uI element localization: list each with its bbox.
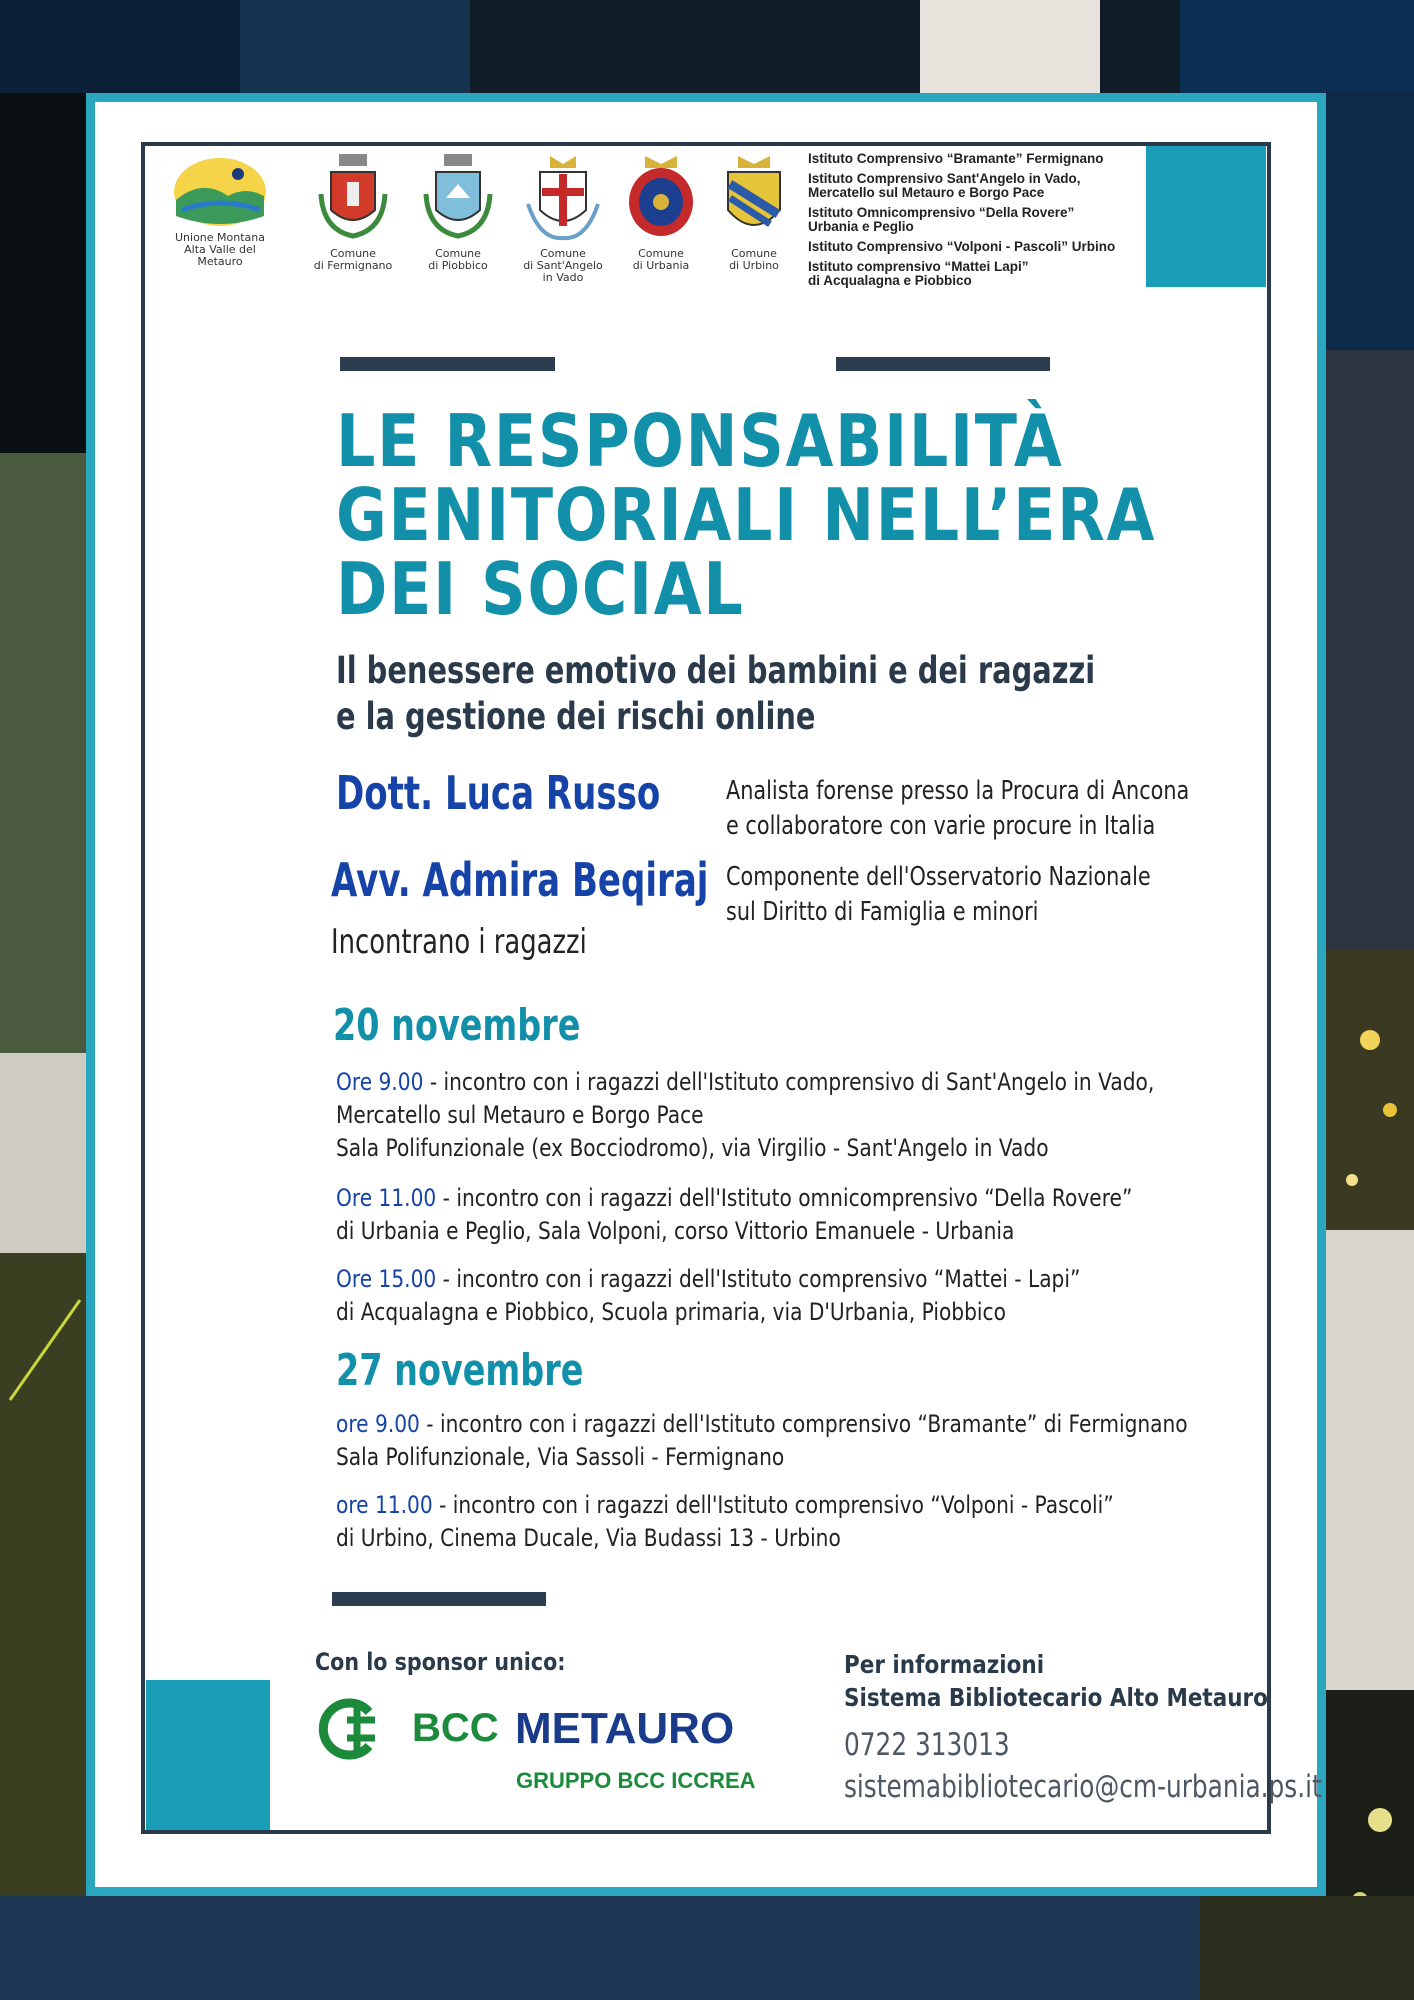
event-date: 27 novembre xyxy=(336,1345,584,1396)
info-phone: 0722 313013 xyxy=(844,1727,1010,1763)
logo-unione-montana xyxy=(165,156,275,268)
santangelo-crest-icon xyxy=(520,154,606,244)
logo-piobbico xyxy=(403,154,513,272)
inner-border xyxy=(141,142,1271,1834)
info-email: sistemabibliotecario@cm-urbania.ps.it xyxy=(844,1769,1322,1805)
logo-label: Unione Montana xyxy=(174,231,265,244)
logo-label: di Fermignano xyxy=(313,259,393,272)
unione-montana-logo-icon xyxy=(172,156,268,228)
logo-label: di Urbino xyxy=(729,259,779,272)
logo-label: Comune xyxy=(435,247,481,260)
school-name: Urbania e Peglio xyxy=(808,219,914,234)
school-name: Istituto Comprensivo Sant'Angelo in Vado, xyxy=(808,171,1081,186)
event-date: 20 novembre xyxy=(333,1000,581,1051)
speaker-name: Avv. Admira Beqiraj xyxy=(331,853,709,907)
metauro-wordmark: METAURO xyxy=(515,1704,735,1753)
event-text: - incontro con i ragazzi dell'Istituto comprensivo “Mattei - Lapi” xyxy=(436,1265,1081,1293)
event-time: Ore 9.00 xyxy=(336,1068,424,1096)
title-line: LE RESPONSABILITÀ xyxy=(336,399,1064,483)
event-time: ore 11.00 xyxy=(336,1491,433,1519)
meet-line: Incontrano i ragazzi xyxy=(331,922,587,962)
event-text: di Urbino, Cinema Ducale, Via Budassi 13 - Urbino xyxy=(336,1524,841,1552)
divider-bar xyxy=(332,1592,546,1606)
page-title xyxy=(336,399,1157,631)
role-line: Analista forense presso la Procura di Ancona xyxy=(726,776,1190,806)
logo-label: di Urbania xyxy=(632,259,690,272)
event-item xyxy=(336,1408,1188,1474)
urbino-crest-icon xyxy=(714,154,794,244)
teal-accent-top-right xyxy=(1146,146,1266,287)
urbania-crest-icon xyxy=(621,154,701,244)
role-line: Componente dell'Osservatorio Nazionale xyxy=(726,862,1151,892)
role-line: e collaboratore con varie procure in Italia xyxy=(726,811,1156,841)
school-name: Mercatello sul Metauro e Borgo Pace xyxy=(808,185,1045,200)
school-name: Istituto Comprensivo “Bramante” Fermignano xyxy=(808,151,1104,166)
logo-label: Comune xyxy=(638,247,684,260)
event-text: - incontro con i ragazzi dell'Istituto comprensivo “Volponi - Pascoli” xyxy=(432,1491,1114,1519)
bcc-wordmark: BCC xyxy=(412,1706,499,1750)
logo-label: in Vado xyxy=(542,271,584,284)
subtitle xyxy=(336,648,1095,740)
divider-bar xyxy=(836,357,1050,371)
piobbico-crest-icon xyxy=(418,154,498,244)
event-text: - incontro con i ragazzi dell'Istituto omnicomprensivo “Della Rovere” xyxy=(436,1184,1133,1212)
event-time: Ore 15.00 xyxy=(336,1265,437,1293)
info-label: Per informazioni xyxy=(844,1650,1045,1679)
speaker-name: Dott. Luca Russo xyxy=(336,766,661,820)
event-text: Sala Polifunzionale, Via Sassoli - Fermignano xyxy=(336,1443,785,1471)
school-name: di Acqualagna e Piobbico xyxy=(808,273,972,288)
logo-label: di Sant'Angelo xyxy=(523,259,603,272)
event-text: di Acqualagna e Piobbico, Scuola primaria, via D'Urbania, Piobbico xyxy=(336,1298,1006,1326)
event-time: ore 9.00 xyxy=(336,1410,420,1438)
logo-urbino xyxy=(699,154,809,272)
event-text: Sala Polifunzionale (ex Bocciodromo), via Virgilio - Sant'Angelo in Vado xyxy=(336,1134,1049,1162)
schools-list xyxy=(808,152,1148,294)
event-text: di Urbania e Peglio, Sala Volponi, corso Vittorio Emanuele - Urbania xyxy=(336,1217,1015,1245)
event-time: Ore 11.00 xyxy=(336,1184,437,1212)
event-item xyxy=(336,1182,1132,1248)
school-name: Istituto comprensivo “Mattei Lapi” xyxy=(808,259,1029,274)
event-item xyxy=(336,1263,1080,1329)
event-item xyxy=(336,1066,1154,1165)
event-text: Mercatello sul Metauro e Borgo Pace xyxy=(336,1101,704,1129)
event-text: - incontro con i ragazzi dell'Istituto comprensivo di Sant'Angelo in Vado, xyxy=(423,1068,1155,1096)
logo-santangelo xyxy=(508,154,618,284)
bcc-logo-icon xyxy=(313,1694,383,1764)
speaker-role xyxy=(726,860,1151,930)
logo-fermignano xyxy=(298,154,408,272)
info-heading xyxy=(844,1648,1268,1714)
subtitle-line: e la gestione dei rischi online xyxy=(336,695,816,738)
school-name: Istituto Comprensivo “Volponi - Pascoli” Urbino xyxy=(808,239,1116,254)
subtitle-line: Il benessere emotivo dei bambini e dei ragazzi xyxy=(336,649,1096,692)
event-text: - incontro con i ragazzi dell'Istituto comprensivo “Bramante” di Fermignano xyxy=(419,1410,1188,1438)
fermignano-crest-icon xyxy=(313,154,393,244)
sponsor-label: Con lo sponsor unico: xyxy=(315,1648,566,1676)
logo-label: Alta Valle del Metauro xyxy=(184,243,256,268)
logo-label: Comune xyxy=(731,247,777,260)
info-contacts xyxy=(844,1724,1322,1808)
divider-bar xyxy=(340,357,555,371)
role-line: sul Diritto di Famiglia e minori xyxy=(726,897,1039,927)
logo-label: di Piobbico xyxy=(428,259,488,272)
title-line: DEI SOCIAL xyxy=(336,547,745,631)
info-org: Sistema Bibliotecario Alto Metauro xyxy=(844,1683,1268,1712)
gruppo-label: GRUPPO BCC ICCREA xyxy=(516,1768,756,1793)
title-line: GENITORIALI NELL’ERA xyxy=(336,473,1157,557)
teal-accent-bottom-left xyxy=(146,1680,270,1830)
logo-label: Comune xyxy=(540,247,586,260)
event-item xyxy=(336,1489,1114,1555)
logo-label: Comune xyxy=(330,247,376,260)
school-name: Istituto Omnicomprensivo “Della Rovere” xyxy=(808,205,1075,220)
speaker-role xyxy=(726,774,1189,844)
